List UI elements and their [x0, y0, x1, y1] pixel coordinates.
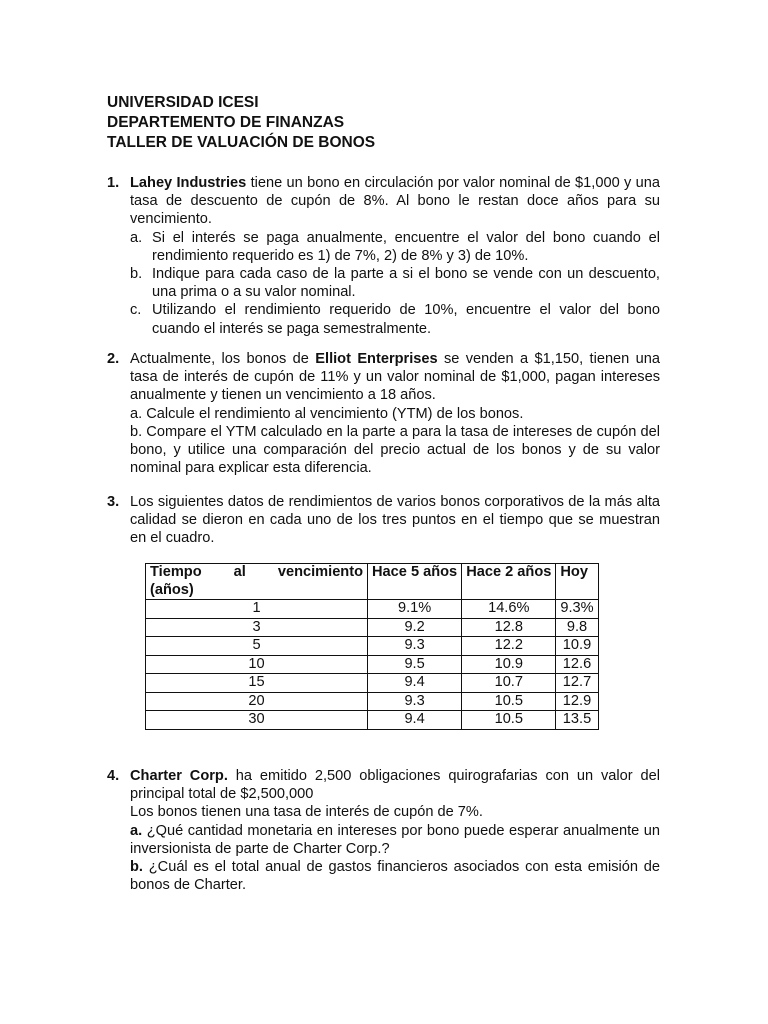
part-b — [130, 858, 660, 894]
table-row — [146, 655, 599, 674]
question-3 — [107, 493, 660, 548]
header-2-years-ago: Hace 2 años — [462, 564, 556, 600]
cell-5-years-ago: 9.1% — [368, 600, 462, 619]
cell-2-years-ago: 10.9 — [462, 655, 556, 674]
question-2 — [107, 350, 660, 477]
sub-item-b — [130, 265, 660, 301]
header-department: DEPARTEMENTO DE FINANZAS — [107, 114, 345, 131]
cell-5-years-ago: 9.2 — [368, 618, 462, 637]
part-b: b. Compare el YTM calculado en la parte a para la tasa de intereses de cupón del bono, y utilice una comparación del precio actual de los bonos y de su valor nominal para explicar esta diferencia. — [130, 423, 660, 477]
cell-2-years-ago: 14.6% — [462, 600, 556, 619]
question-body — [130, 174, 660, 338]
part-a — [130, 822, 660, 858]
question-intro — [130, 174, 660, 229]
cell-today: 12.6 — [556, 655, 598, 674]
item-letter: b. — [130, 266, 143, 283]
item-letter: c. — [130, 302, 142, 319]
item-text: Indique para cada caso de la parte a si el bono se vende con un descuento, una prima o a su valor nominal. — [152, 266, 660, 301]
table-row — [146, 711, 599, 730]
cell-today: 12.9 — [556, 692, 598, 711]
question-number: 4. — [107, 768, 120, 784]
part-a: a. Calcule el rendimiento al vencimiento (YTM) de los bonos. — [130, 405, 524, 422]
question-1 — [107, 174, 660, 338]
cell-today: 13.5 — [556, 711, 598, 730]
cell-maturity: 5 — [146, 637, 368, 656]
question-body — [130, 350, 660, 477]
company-name: Lahey Industries — [130, 175, 247, 191]
cell-2-years-ago: 10.5 — [462, 692, 556, 711]
question-body — [130, 493, 660, 548]
cell-maturity: 30 — [146, 711, 368, 730]
cell-5-years-ago: 9.3 — [368, 692, 462, 711]
question-number: 2. — [107, 351, 120, 367]
header-word: vencimiento — [277, 564, 363, 580]
cell-2-years-ago: 10.5 — [462, 711, 556, 730]
header-word: Tiempo — [150, 564, 202, 580]
cell-maturity: 15 — [146, 674, 368, 693]
part-label: b. — [130, 859, 143, 876]
table-row — [146, 618, 599, 637]
cell-5-years-ago: 9.5 — [368, 655, 462, 674]
header-unit: (años) — [150, 581, 194, 598]
cell-maturity: 10 — [146, 655, 368, 674]
company-name: Elliot Enterprises — [315, 351, 438, 367]
question-4 — [107, 767, 660, 894]
question-number: 1. — [107, 175, 120, 191]
sub-item-c — [130, 301, 660, 337]
cell-5-years-ago: 9.3 — [368, 637, 462, 656]
cell-maturity: 1 — [146, 600, 368, 619]
header-today: Hoy — [556, 564, 598, 600]
question-number: 3. — [107, 494, 120, 510]
document-header — [107, 93, 375, 153]
cell-2-years-ago: 12.2 — [462, 637, 556, 656]
table-row — [146, 600, 599, 619]
part-text: ¿Qué cantidad monetaria en intereses por bono puede esperar anualmente un inversionista de parte de Charter Corp.? — [130, 822, 660, 857]
table-row — [146, 692, 599, 711]
cell-today: 12.7 — [556, 674, 598, 693]
cell-maturity: 3 — [146, 618, 368, 637]
table-header-row — [146, 564, 599, 600]
header-word: al — [233, 564, 246, 580]
intro-text-pre: Actualmente, los bonos de — [130, 351, 316, 367]
intro-text: ha emitido 2,500 obligaciones quirografarias con un valor del principal total de $2,500,000 — [130, 768, 660, 803]
part-label: a. — [130, 822, 143, 839]
header-university: UNIVERSIDAD ICESI — [107, 94, 259, 111]
sub-item-a — [130, 229, 660, 265]
item-text: Utilizando el rendimiento requerido de 10%, encuentre el valor del bono cuando el interés se paga semestralmente. — [152, 302, 660, 337]
item-text: Si el interés se paga anualmente, encuentre el valor del bono cuando el rendimiento requerido es 1) de 7%, 2) de 8% y 3) de 10%. — [152, 229, 660, 264]
cell-5-years-ago: 9.4 — [368, 674, 462, 693]
question-intro — [130, 350, 660, 405]
table-row — [146, 637, 599, 656]
intro-text: tiene un bono en circulación por valor nominal de $1,000 y una tasa de descuento de cupón de 8%. Al bono le restan doce años para su vencimiento. — [130, 175, 660, 228]
question-intro — [130, 767, 660, 803]
cell-today: 9.3% — [556, 600, 598, 619]
coupon-line: Los bonos tienen una tasa de interés de cupón de 7%. — [130, 804, 483, 821]
cell-maturity: 20 — [146, 692, 368, 711]
cell-2-years-ago: 12.8 — [462, 618, 556, 637]
cell-5-years-ago: 9.4 — [368, 711, 462, 730]
question-body — [130, 767, 660, 894]
cell-today: 10.9 — [556, 637, 598, 656]
part-text: ¿Cuál es el total anual de gastos financieros asociados con esta emisión de bonos de Charter. — [130, 859, 660, 894]
yield-table — [145, 563, 599, 730]
question-text: Los siguientes datos de rendimientos de varios bonos corporativos de la más alta calidad se dieron en cada uno de los tres puntos en el tiempo que se muestran en el cuadro. — [130, 494, 660, 547]
header-workshop-title: TALLER DE VALUACIÓN DE BONOS — [107, 134, 376, 151]
header-maturity — [146, 564, 368, 600]
table-row — [146, 674, 599, 693]
cell-today: 9.8 — [556, 618, 598, 637]
intro-text-post: se venden a $1,150, tienen una tasa de interés de cupón de 11% y un valor nominal de $1,000, pagan intereses anualmente y tienen un vencimiento a 18 años. — [130, 351, 661, 404]
cell-2-years-ago: 10.7 — [462, 674, 556, 693]
item-letter: a. — [130, 229, 143, 246]
company-name: Charter Corp. — [130, 768, 228, 784]
header-5-years-ago: Hace 5 años — [368, 564, 462, 600]
